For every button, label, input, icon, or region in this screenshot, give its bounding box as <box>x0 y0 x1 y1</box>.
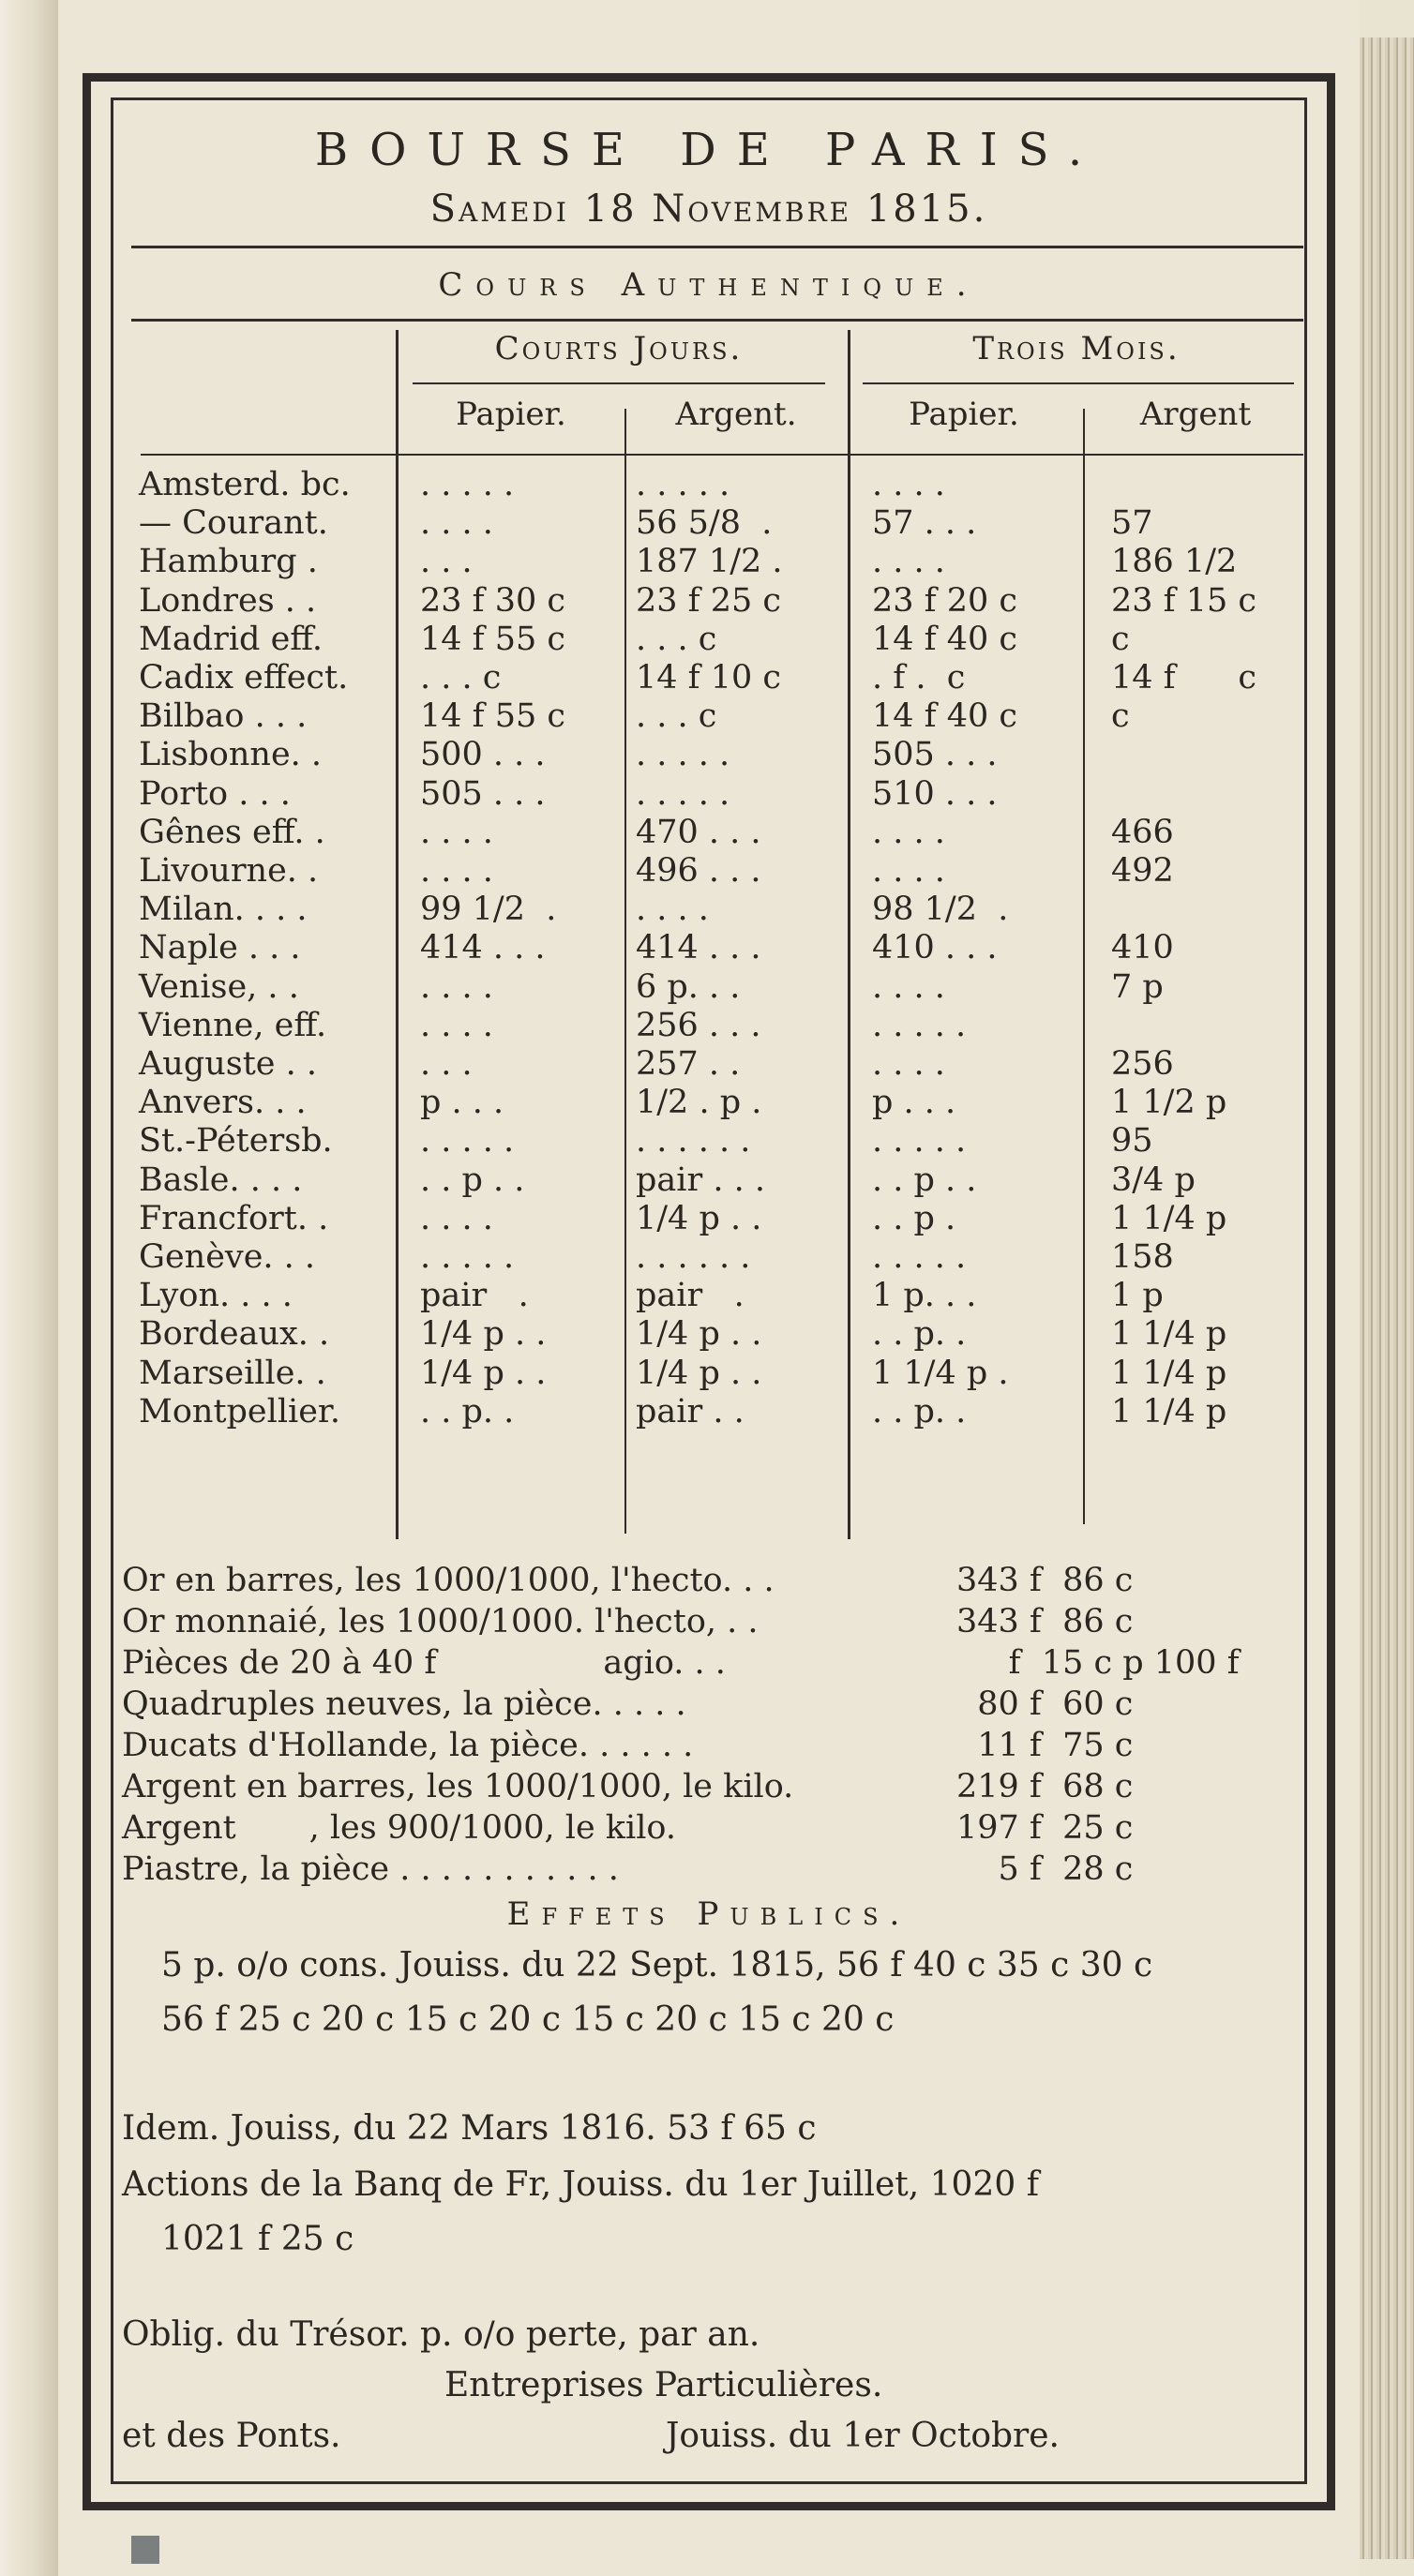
table-row <box>0 967 1414 1007</box>
jouiss-octobre-line: Jouiss. du 1er Octobre. <box>666 2417 1060 2455</box>
cell-courts-papier: . . . . <box>420 1006 493 1044</box>
cell-courts-papier: . . . . <box>420 813 493 851</box>
cell-courts-argent: 414 . . . <box>636 929 761 967</box>
place-name: Auguste . . <box>139 1045 318 1083</box>
cell-courts-papier: 1/4 p . . <box>420 1354 547 1392</box>
table-row <box>0 465 1414 504</box>
cell-trois-papier: 23 f 20 c <box>872 581 1018 620</box>
place-name: Genève. . . <box>139 1238 316 1276</box>
cell-trois-argent: 7 p <box>1111 967 1164 1006</box>
table-row <box>0 658 1414 697</box>
cell-trois-argent: 492 <box>1111 852 1174 890</box>
metal-price: 11 f 75 c <box>956 1727 1134 1764</box>
group-underline-1 <box>413 382 825 384</box>
cell-courts-argent: . . . . . <box>636 466 730 503</box>
cell-courts-papier: 23 f 30 c <box>420 581 566 620</box>
table-row <box>0 1083 1414 1122</box>
section-title: Cours Authentique. <box>438 266 980 304</box>
place-name: — Courant. <box>139 504 328 543</box>
cell-trois-papier: . . p. . <box>872 1315 967 1354</box>
oblig-line: Oblig. du Trésor. p. o/o perte, par an. <box>122 2315 760 2354</box>
cell-courts-papier: p . . . <box>420 1084 504 1122</box>
cell-courts-papier: . . . . . <box>420 1238 515 1276</box>
cell-courts-papier: . . . . <box>420 1199 493 1237</box>
place-name: Porto . . . <box>139 774 291 813</box>
cell-trois-papier: . . . . . <box>872 1122 967 1161</box>
cell-trois-argent: 1 p <box>1111 1277 1164 1315</box>
ponts-line: et des Ponts. <box>122 2417 341 2455</box>
page-title: BOURSE DE PARIS. <box>314 124 1104 176</box>
place-name: Gênes eff. . <box>139 813 325 851</box>
cell-trois-papier: . . . . . <box>872 1006 967 1044</box>
table-row <box>0 503 1414 543</box>
place-name: Bilbao . . . <box>139 697 308 736</box>
metal-row <box>122 1807 1341 1849</box>
cell-trois-papier: . . . . <box>872 852 945 890</box>
cell-trois-papier: 14 f 40 c <box>872 620 1018 658</box>
cell-courts-argent: pair . . . <box>636 1161 765 1199</box>
cell-courts-argent: 14 f 10 c <box>636 659 782 696</box>
table-row <box>0 1354 1414 1393</box>
cell-trois-argent: 23 f 15 c <box>1111 581 1257 620</box>
metal-label: Pièces de 20 à 40 f agio. . . <box>122 1644 726 1682</box>
cell-trois-papier: . . p. . <box>872 1392 967 1430</box>
place-name: Hamburg . <box>139 543 318 581</box>
table-row <box>0 890 1414 929</box>
cell-trois-papier: . . . . <box>872 813 945 851</box>
table-row <box>0 1276 1414 1315</box>
cell-courts-papier: 14 f 55 c <box>420 697 566 736</box>
cell-trois-argent: 410 <box>1111 929 1174 967</box>
place-name: Madrid eff. <box>139 620 323 658</box>
metal-price: 5 f 28 c <box>956 1850 1134 1888</box>
cell-trois-argent: 3/4 p <box>1111 1161 1196 1199</box>
corner-mark <box>131 2536 159 2564</box>
metal-label: Or en barres, les 1000/1000, l'hecto. . . <box>122 1562 775 1599</box>
table-row <box>0 774 1414 814</box>
cell-trois-argent: 1 1/4 p <box>1111 1199 1227 1237</box>
divider-section <box>131 319 1303 322</box>
place-name: Anvers. . . <box>139 1084 307 1122</box>
cell-trois-papier: . f . c <box>872 659 966 696</box>
cell-courts-argent: 496 . . . <box>636 852 761 890</box>
place-name: Vienne, eff. <box>139 1006 327 1044</box>
place-name: Lyon. . . . <box>139 1277 293 1315</box>
metal-row <box>122 1849 1341 1890</box>
effets-line-2: 56 f 25 c 20 c 15 c 20 c 15 c 20 c 15 c 20 c <box>161 2000 895 2039</box>
cell-courts-papier: 500 . . . <box>420 736 546 774</box>
table-row <box>0 581 1414 621</box>
page-date <box>111 187 1307 231</box>
table-row <box>0 1044 1414 1084</box>
cell-courts-argent: . . . . . . <box>636 1238 751 1276</box>
cell-courts-papier: pair . <box>420 1277 529 1315</box>
cell-courts-papier: 414 . . . <box>420 929 546 967</box>
col-header-papier-2: Papier. <box>909 396 1019 433</box>
cell-courts-argent: . . . . . . <box>636 1122 751 1161</box>
cell-courts-papier: 1/4 p . . <box>420 1315 547 1354</box>
table-row <box>0 1314 1414 1354</box>
metal-row <box>122 1766 1341 1807</box>
cell-courts-papier: 14 f 55 c <box>420 620 566 658</box>
cell-trois-argent: 1 1/4 p <box>1111 1354 1227 1392</box>
place-name: Milan. . . . <box>139 891 308 929</box>
cell-trois-papier: . . . . <box>872 543 945 581</box>
cell-courts-argent: 1/4 p . . <box>636 1199 762 1237</box>
place-name: Londres . . <box>139 581 317 620</box>
metal-price: 343 f 86 c <box>956 1562 1134 1599</box>
metal-price: 343 f 86 c <box>956 1603 1134 1640</box>
date-text: Samedi 18 Novembre 1815. <box>429 187 988 231</box>
cell-trois-argent: c <box>1111 620 1130 658</box>
metal-row <box>122 1725 1341 1766</box>
metal-label: Piastre, la pièce . . . . . . . . . . . <box>122 1850 619 1888</box>
group-underline-2 <box>863 382 1294 384</box>
cell-courts-papier: . . . . <box>420 967 493 1006</box>
cell-trois-argent: 1 1/2 p <box>1111 1084 1227 1122</box>
cell-courts-argent: 6 p. . . <box>636 967 741 1006</box>
table-row <box>0 620 1414 659</box>
cell-courts-papier: . . . c <box>420 659 502 696</box>
cell-courts-papier: 505 . . . <box>420 774 546 813</box>
place-name: Livourne. . <box>139 852 319 890</box>
table-row <box>0 1121 1414 1161</box>
effets-line-1: 5 p. o/o cons. Jouiss. du 22 Sept. 1815, 56 f 40 c 35 c 30 c <box>161 1946 1153 1984</box>
cell-courts-argent: 187 1/2 . <box>636 543 783 581</box>
cell-trois-papier: . . p . . <box>872 1161 977 1199</box>
place-name: Venise, . . <box>139 967 299 1006</box>
cell-trois-papier: 505 . . . <box>872 736 998 774</box>
table-row <box>0 1006 1414 1045</box>
group-header-courts-jours: Courts Jours. <box>494 330 744 367</box>
cell-trois-argent: 95 <box>1111 1122 1153 1161</box>
idem-line: Idem. Jouiss, du 22 Mars 1816. 53 f 65 c <box>122 2109 817 2148</box>
cell-trois-papier: . . . . <box>872 466 945 503</box>
cell-trois-papier: 1 p. . . <box>872 1277 977 1315</box>
cell-trois-argent: 57 <box>1111 504 1153 543</box>
cell-courts-argent: 470 . . . <box>636 813 761 851</box>
cell-trois-papier: . . . . <box>872 967 945 1006</box>
cell-trois-argent: 14 f c <box>1111 659 1256 696</box>
cell-trois-papier: . . p . <box>872 1199 956 1237</box>
table-row <box>0 928 1414 967</box>
cell-trois-argent: 1 1/4 p <box>1111 1392 1227 1430</box>
cell-trois-papier: 57 . . . <box>872 504 977 543</box>
cell-trois-argent: 256 <box>1111 1045 1174 1083</box>
place-name: Lisbonne. . <box>139 736 323 774</box>
table-row <box>0 1237 1414 1277</box>
group-header-trois-mois: Trois Mois. <box>972 330 1181 367</box>
metal-label: Argent en barres, les 1000/1000, le kilo. <box>122 1768 794 1805</box>
cell-courts-argent: 1/4 p . . <box>636 1354 762 1392</box>
place-name: Francfort. . <box>139 1199 329 1237</box>
place-name: St.-Pétersb. <box>139 1122 333 1161</box>
metal-row <box>122 1560 1341 1601</box>
cell-courts-papier: . . . . <box>420 504 493 543</box>
cell-courts-argent: 23 f 25 c <box>636 581 782 620</box>
cell-trois-papier: . . . . <box>872 1045 945 1083</box>
cell-courts-argent: . . . c <box>636 620 717 658</box>
col-header-argent-2: Argent <box>1139 396 1252 433</box>
cell-trois-argent: 158 <box>1111 1238 1174 1276</box>
cell-courts-argent: . . . . . <box>636 774 730 813</box>
metal-price: 219 f 68 c <box>956 1768 1134 1805</box>
place-name: Cadix effect. <box>139 659 349 696</box>
cell-trois-papier: 410 . . . <box>872 929 998 967</box>
place-name: Amsterd. bc. <box>139 466 351 503</box>
cell-courts-argent: . . . . <box>636 891 709 929</box>
cell-trois-papier: . . . . . <box>872 1238 967 1276</box>
table-row <box>0 813 1414 852</box>
table-row <box>0 1392 1414 1431</box>
cell-courts-argent: 1/4 p . . <box>636 1315 762 1354</box>
effets-publics-title: Effets Publics. <box>506 1895 911 1933</box>
place-name: Marseille. . <box>139 1354 326 1392</box>
cell-courts-argent: . . . c <box>636 697 717 736</box>
cell-courts-papier: . . . <box>420 543 473 581</box>
cell-trois-papier: 14 f 40 c <box>872 697 1018 736</box>
cell-courts-papier: . . . . . <box>420 466 515 503</box>
metal-label: Or monnaié, les 1000/1000. l'hecto, . . <box>122 1603 759 1640</box>
actions-line-1: Actions de la Banq de Fr, Jouiss. du 1er Juillet, 1020 f <box>122 2165 1040 2204</box>
cell-courts-argent: 257 . . <box>636 1045 741 1083</box>
cell-courts-argent: 256 . . . <box>636 1006 761 1044</box>
cell-trois-argent: 186 1/2 <box>1111 543 1238 581</box>
cell-trois-papier: 1 1/4 p . <box>872 1354 1009 1392</box>
metal-price: f 15 c p 100 f <box>956 1644 1240 1682</box>
cell-trois-papier: p . . . <box>872 1084 956 1122</box>
actions-line-2: 1021 f 25 c <box>161 2220 354 2258</box>
entreprises-title: Entreprises Particulières. <box>444 2366 883 2404</box>
metal-price: 80 f 60 c <box>956 1685 1134 1723</box>
cell-courts-papier: . . . . <box>420 852 493 890</box>
table-row <box>0 696 1414 736</box>
cell-courts-papier: 99 1/2 . <box>420 891 557 929</box>
cell-courts-argent: pair . . <box>636 1392 745 1430</box>
place-name: Montpellier. <box>139 1392 340 1430</box>
cell-courts-papier: . . p. . <box>420 1392 515 1430</box>
place-name: Naple . . . <box>139 929 301 967</box>
metal-row <box>122 1601 1341 1642</box>
table-row <box>0 735 1414 774</box>
table-row <box>0 851 1414 891</box>
cell-courts-argent: 56 5/8 . <box>636 504 773 543</box>
cell-trois-argent: 466 <box>1111 813 1174 851</box>
cell-trois-argent: 1 1/4 p <box>1111 1315 1227 1354</box>
metal-row <box>122 1684 1341 1725</box>
cell-trois-papier: 510 . . . <box>872 774 998 813</box>
metal-row <box>122 1642 1341 1684</box>
cell-trois-argent: c <box>1111 697 1130 736</box>
place-name: Basle. . . . <box>139 1161 303 1199</box>
metal-label: Quadruples neuves, la pièce. . . . . <box>122 1685 686 1723</box>
cell-courts-argent: pair . <box>636 1277 745 1315</box>
cell-courts-papier: . . . <box>420 1045 473 1083</box>
table-row <box>0 1161 1414 1200</box>
header-underline <box>141 454 1303 456</box>
metal-label: Ducats d'Hollande, la pièce. . . . . . <box>122 1727 694 1764</box>
cell-courts-papier: . . . . . <box>420 1122 515 1161</box>
cell-trois-papier: 98 1/2 . <box>872 891 1009 929</box>
cell-courts-argent: 1/2 . p . <box>636 1084 762 1122</box>
place-name: Bordeaux. . <box>139 1315 330 1354</box>
cell-courts-argent: . . . . . <box>636 736 730 774</box>
col-header-papier-1: Papier. <box>456 396 566 433</box>
metal-label: Argent , les 900/1000, le kilo. <box>122 1809 676 1847</box>
col-header-argent-1: Argent. <box>675 396 797 433</box>
divider-top <box>131 246 1303 248</box>
cell-courts-papier: . . p . . <box>420 1161 525 1199</box>
table-row <box>0 1199 1414 1238</box>
metal-price: 197 f 25 c <box>956 1809 1134 1847</box>
table-row <box>0 542 1414 581</box>
